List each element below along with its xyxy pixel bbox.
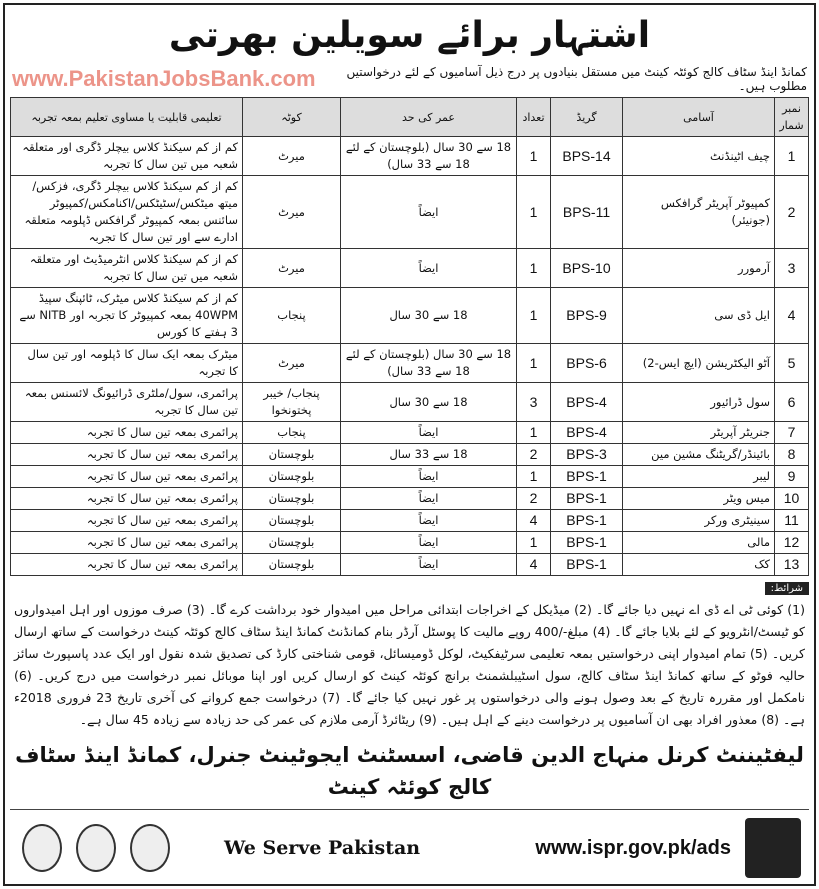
table-row bbox=[11, 532, 809, 554]
cell-age: ایضاً bbox=[341, 554, 517, 576]
slogan: We Serve Pakistan bbox=[224, 837, 421, 859]
cell-post: آٹو الیکٹریشن (ایچ ایس-2) bbox=[623, 344, 775, 383]
cell-post: مالی bbox=[623, 532, 775, 554]
cell-qual: پرائمری بمعہ تین سال کا تجربہ bbox=[11, 422, 243, 444]
cell-age: ایضاً bbox=[341, 488, 517, 510]
cell-age: ایضاً bbox=[341, 176, 517, 249]
cell-quota: میرٹ bbox=[243, 137, 341, 176]
cell-quota: میرٹ bbox=[243, 249, 341, 288]
cell-sr: 6 bbox=[775, 383, 809, 422]
cell-grade: BPS-1 bbox=[551, 510, 623, 532]
cell-qual: پرائمری بمعہ تین سال کا تجربہ bbox=[11, 554, 243, 576]
cell-sr: 9 bbox=[775, 466, 809, 488]
cell-qual: کم از کم سیکنڈ کلاس بیچلر ڈگری اور متعلقہ شعبہ میں تین سال کا تجربہ bbox=[11, 137, 243, 176]
cell-sr: 4 bbox=[775, 288, 809, 344]
cell-age: ایضاً bbox=[341, 466, 517, 488]
table-row bbox=[11, 249, 809, 288]
cell-age: ایضاً bbox=[341, 249, 517, 288]
cell-post: کمپیوٹر آپریٹر گرافکس (جونیئر) bbox=[623, 176, 775, 249]
cell-count: 3 bbox=[517, 383, 551, 422]
table-row bbox=[11, 422, 809, 444]
ad-title: اشتہار برائے سویلین بھرتی bbox=[168, 15, 651, 56]
cell-grade: BPS-4 bbox=[551, 422, 623, 444]
cell-sr: 5 bbox=[775, 344, 809, 383]
cell-sr: 13 bbox=[775, 554, 809, 576]
cell-post: آرمورر bbox=[623, 249, 775, 288]
cell-quota: پنجاب/ خیبر پختونخوا bbox=[243, 383, 341, 422]
cell-grade: BPS-1 bbox=[551, 466, 623, 488]
cell-quota: میرٹ bbox=[243, 344, 341, 383]
cell-count: 2 bbox=[517, 444, 551, 466]
ispr-logo-icon bbox=[745, 818, 801, 878]
table-row bbox=[11, 176, 809, 249]
terms-text: (1) کوئی ٹی اے ڈی اے نہیں دیا جائے گا۔ (2) میڈیکل کے اخراجات ابتدائی مراحل میں امیدوار خود برداشت کرے گا۔ (3) صرف موزوں اور اہل امیدواروں کو ٹیسٹ/انٹرویو کے لئے بلایا جائے گا۔ (4) مبلغ-/400 روپے مالیت کا پوسٹل آرڈر بنام کمانڈنٹ کمانڈ اینڈ سٹاف کالج کوئٹہ کینٹ درخواست کے ساتھ ارسال کریں۔ (5) تمام امیدوار اپنی درخواستیں بمعہ تعلیمی سرٹیفکیٹ، لوکل ڈومیسائل، قومی شناختی کارڈ کی تصدیق شدہ نقول اور ایک عدد پاسپورٹ سائز حالیہ فوٹو کے ساتھ کمانڈ اینڈ سٹاف کالج، سول اسٹیبلشمنٹ برانچ کوئٹہ کینٹ کو ارسال کریں اور اپنا موبائل نمبر درخواست میں درج کریں۔ (6) نامکمل اور مقررہ تاریخ کے بعد وصول ہونے والی درخواستوں پر غور نہیں کیا جائے گا۔ (7) درخواست جمع کروانے کی آخری تاریخ 23 فروری 2018ء ہے۔ (8) معذور افراد بھی ان آسامیوں پر درخواست دینے کے اہل ہیں۔ (9) ریٹائرڈ آرمی ملازم کی عمر کی حد زیادہ سے زیادہ 45 سال ہے۔ bbox=[14, 602, 805, 727]
header-age: عمر کی حد bbox=[341, 98, 517, 137]
cell-qual: پرائمری بمعہ تین سال کا تجربہ bbox=[11, 444, 243, 466]
cell-sr: 10 bbox=[775, 488, 809, 510]
cell-post: جنریٹر آپریٹر bbox=[623, 422, 775, 444]
cell-grade: BPS-1 bbox=[551, 532, 623, 554]
cell-quota: بلوچستان bbox=[243, 444, 341, 466]
terms-label: شرائط: bbox=[765, 582, 809, 595]
cell-grade: BPS-10 bbox=[551, 249, 623, 288]
header-grade: گریڈ bbox=[551, 98, 623, 137]
cell-qual: کم از کم سیکنڈ کلاس میٹرک، ٹائپنگ سپیڈ 40WPM بمعہ کمپیوٹر کا تجربہ اور NITB سے 3 ہفتے کا کورس bbox=[11, 288, 243, 344]
cell-quota: بلوچستان bbox=[243, 510, 341, 532]
cell-count: 1 bbox=[517, 422, 551, 444]
header-qualification: تعلیمی قابلیت یا مساوی تعلیم بمعہ تجربہ bbox=[11, 98, 243, 137]
ispr-url[interactable]: www.ispr.gov.pk/ads bbox=[535, 836, 731, 859]
cell-qual: پرائمری بمعہ تین سال کا تجربہ bbox=[11, 488, 243, 510]
intro-text: کمانڈ اینڈ سٹاف کالج کوئٹہ کینٹ میں مستقل بنیادوں پر درج ذیل آسامیوں کے لئے درخواستیں مطلوب ہیں۔ bbox=[346, 65, 807, 93]
table-row bbox=[11, 466, 809, 488]
cell-qual: کم از کم سیکنڈ کلاس بیچلر ڈگری، فزکس/میتھ میٹکس/سٹیٹکس/اکنامکس/کمپیوٹر سائنس بمعہ کمپیوٹر گرافکس ڈپلومہ متعلقہ ادارے سے اور تین سال کا تجربہ bbox=[11, 176, 243, 249]
table-row bbox=[11, 444, 809, 466]
cell-qual: پرائمری بمعہ تین سال کا تجربہ bbox=[11, 532, 243, 554]
signature-line: لیفٹیننٹ کرنل منہاج الدین قاضی، اسسٹنٹ ایجوٹینٹ جنرل، کمانڈ اینڈ سٹاف کالج کوئٹہ کینٹ bbox=[15, 743, 804, 799]
cell-quota: بلوچستان bbox=[243, 554, 341, 576]
cell-count: 1 bbox=[517, 288, 551, 344]
cell-grade: BPS-9 bbox=[551, 288, 623, 344]
cell-sr: 7 bbox=[775, 422, 809, 444]
cell-quota: میرٹ bbox=[243, 176, 341, 249]
cell-age: ایضاً bbox=[341, 510, 517, 532]
cell-age: ایضاً bbox=[341, 532, 517, 554]
cell-count: 1 bbox=[517, 137, 551, 176]
cell-post: بائینڈر/گریٹنگ مشین مین bbox=[623, 444, 775, 466]
cell-sr: 12 bbox=[775, 532, 809, 554]
cell-age: 18 سے 30 سال bbox=[341, 383, 517, 422]
header-count: تعداد bbox=[517, 98, 551, 137]
cell-qual: پرائمری بمعہ تین سال کا تجربہ bbox=[11, 466, 243, 488]
header-quota: کوٹہ bbox=[243, 98, 341, 137]
cell-count: 1 bbox=[517, 466, 551, 488]
cell-grade: BPS-1 bbox=[551, 488, 623, 510]
footer-bar bbox=[10, 809, 809, 880]
cell-sr: 8 bbox=[775, 444, 809, 466]
cell-qual: کم از کم سیکنڈ کلاس انٹرمیڈیٹ اور متعلقہ شعبہ میں تین سال کا تجربہ bbox=[11, 249, 243, 288]
cell-count: 1 bbox=[517, 532, 551, 554]
cell-sr: 2 bbox=[775, 176, 809, 249]
cell-post: میس ویٹر bbox=[623, 488, 775, 510]
cell-count: 1 bbox=[517, 344, 551, 383]
cell-grade: BPS-14 bbox=[551, 137, 623, 176]
cell-qual: پرائمری بمعہ تین سال کا تجربہ bbox=[11, 510, 243, 532]
cell-count: 1 bbox=[517, 249, 551, 288]
table-row bbox=[11, 344, 809, 383]
cell-sr: 3 bbox=[775, 249, 809, 288]
cell-count: 2 bbox=[517, 488, 551, 510]
cell-age: 18 سے 30 سال (بلوچستان کے لئے 18 سے 33 سال) bbox=[341, 137, 517, 176]
cell-post: کک bbox=[623, 554, 775, 576]
cell-quota: پنجاب bbox=[243, 288, 341, 344]
cell-grade: BPS-1 bbox=[551, 554, 623, 576]
cell-post: لیبر bbox=[623, 466, 775, 488]
cell-qual: پرائمری، سول/ملٹری ڈرائیونگ لائسنس بمعہ تین سال کا تجربہ bbox=[11, 383, 243, 422]
table-row bbox=[11, 383, 809, 422]
cell-sr: 1 bbox=[775, 137, 809, 176]
cell-count: 1 bbox=[517, 176, 551, 249]
cell-age: 18 سے 30 سال (بلوچستان کے لئے 18 سے 33 سال) bbox=[341, 344, 517, 383]
watermark: www.PakistanJobsBank.com bbox=[12, 66, 316, 91]
cell-sr: 11 bbox=[775, 510, 809, 532]
cell-age: 18 سے 33 سال bbox=[341, 444, 517, 466]
intro-row bbox=[12, 65, 807, 93]
cell-count: 4 bbox=[517, 510, 551, 532]
table-row bbox=[11, 488, 809, 510]
cell-quota: بلوچستان bbox=[243, 466, 341, 488]
cell-count: 4 bbox=[517, 554, 551, 576]
header-post: آسامی bbox=[623, 98, 775, 137]
cell-quota: پنجاب bbox=[243, 422, 341, 444]
cell-quota: بلوچستان bbox=[243, 532, 341, 554]
jobs-table bbox=[10, 97, 809, 576]
cell-age: ایضاً bbox=[341, 422, 517, 444]
cell-grade: BPS-11 bbox=[551, 176, 623, 249]
table-row bbox=[11, 510, 809, 532]
cell-age: 18 سے 30 سال bbox=[341, 288, 517, 344]
table-row bbox=[11, 554, 809, 576]
airforce-logo-icon bbox=[130, 824, 170, 872]
cell-post: سینیٹری ورکر bbox=[623, 510, 775, 532]
header-sr: نمبر شمار bbox=[775, 98, 809, 137]
cell-grade: BPS-4 bbox=[551, 383, 623, 422]
table-row bbox=[11, 288, 809, 344]
table-header bbox=[11, 98, 809, 137]
cell-qual: میٹرک بمعہ ایک سال کا ڈپلومہ اور تین سال کا تجربہ bbox=[11, 344, 243, 383]
cell-quota: بلوچستان bbox=[243, 488, 341, 510]
cell-post: سول ڈرائیور bbox=[623, 383, 775, 422]
army-logo-icon bbox=[22, 824, 62, 872]
navy-logo-icon bbox=[76, 824, 116, 872]
ad-frame bbox=[3, 3, 816, 886]
cell-post: ایل ڈی سی bbox=[623, 288, 775, 344]
cell-grade: BPS-3 bbox=[551, 444, 623, 466]
cell-grade: BPS-6 bbox=[551, 344, 623, 383]
cell-post: چیف اٹینڈنٹ bbox=[623, 137, 775, 176]
table-row bbox=[11, 137, 809, 176]
